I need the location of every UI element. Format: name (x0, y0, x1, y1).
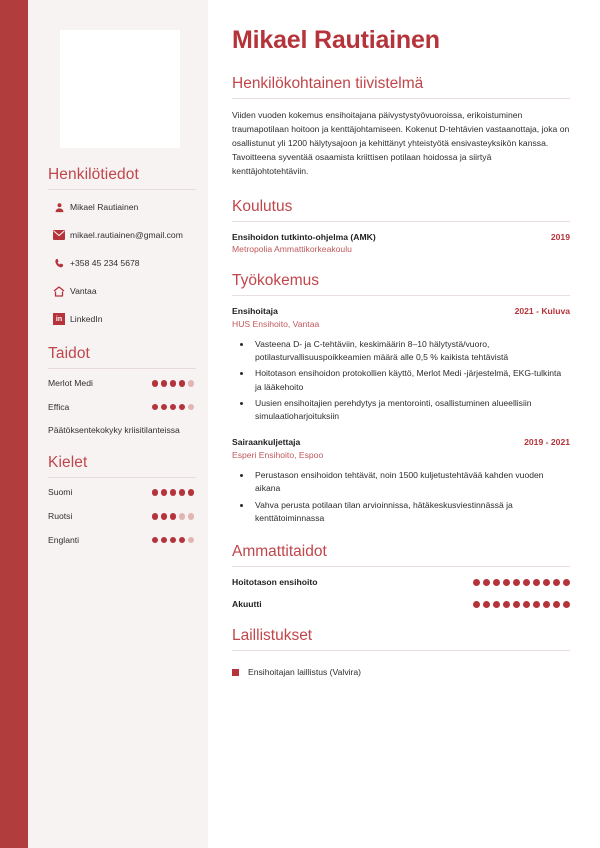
rating-dot (170, 537, 177, 544)
rating-dots (152, 537, 195, 544)
bullet-square-icon (232, 669, 239, 676)
rating-dot (188, 513, 195, 520)
rating-dot (543, 601, 550, 608)
divider (232, 295, 570, 296)
rating-dot (179, 513, 186, 520)
contact-list (40, 199, 196, 327)
skills-list (40, 378, 196, 436)
entry-header (232, 232, 570, 242)
linkedin-icon: in (48, 313, 70, 325)
entry-header (232, 437, 570, 447)
rating-dots (473, 579, 570, 586)
certification-item (232, 667, 570, 677)
contact-item-label: Vantaa (70, 285, 97, 296)
contact-item[interactable] (40, 255, 196, 271)
rating-dot (533, 601, 540, 608)
entry-bullet: • Uusien ensihoitajien perehdytys ja mentorointi, osallistuminen alueellisiin simulaatioharjoituksiin (252, 397, 570, 424)
contact-item[interactable] (40, 311, 196, 327)
professional-skills-list (232, 577, 570, 609)
contact-item[interactable] (40, 283, 196, 299)
entry-title: Ensihoidon tutkinto-ohjelma (AMK) (232, 231, 376, 242)
rating-item-label: Ruotsi (48, 510, 73, 521)
rating-item-label: Päätöksentekokyky kriisitilanteissa (48, 425, 180, 436)
entry-bullet: • Perustason ensihoidon tehtävät, noin 1500 kuljetustehtävää kahden vuoden aikana (252, 469, 570, 496)
rating-dot (179, 404, 186, 411)
professional-skill-item (232, 577, 570, 587)
section-experience (232, 272, 570, 525)
section-heading-skills: Taidot (48, 345, 90, 362)
section-summary (232, 75, 570, 179)
entry-bullet-list (232, 338, 570, 424)
rating-dots (152, 380, 195, 387)
rating-dot (553, 601, 560, 608)
rating-dot (563, 579, 570, 586)
section-heading-certifications: Laillistukset (232, 627, 313, 645)
person-icon (48, 202, 70, 213)
rating-dot (493, 579, 500, 586)
rating-dot (170, 380, 177, 387)
entry-bullet-list (232, 469, 570, 525)
rating-dot (483, 601, 490, 608)
rating-dot (152, 513, 159, 520)
section-heading-languages: Kielet (48, 454, 88, 472)
rating-dot (161, 489, 168, 496)
education-list (232, 232, 570, 255)
rating-item (40, 535, 196, 546)
rating-dot (152, 537, 159, 544)
entry-date: 2019 (550, 231, 570, 242)
rating-dot (179, 537, 186, 544)
rating-dot (188, 404, 195, 411)
rating-item (40, 402, 196, 413)
divider (48, 189, 196, 190)
phone-icon (48, 258, 70, 269)
section-heading-professional-skills: Ammattitaidot (232, 543, 327, 561)
section-personal-details (40, 166, 196, 327)
certification-label: Ensihoitajan laillistus (Valvira) (248, 667, 362, 678)
rating-item (40, 378, 196, 389)
profile-photo-placeholder (60, 30, 180, 148)
rating-dots (152, 404, 195, 411)
rating-dot (513, 579, 520, 586)
entry-organization: Esperi Ensihoito, Espoo (232, 449, 324, 460)
entry-bullet: • Vahva perusta potilaan tilan arvioinnissa, hätäkeskusviestinnässä ja kenttätoiminnassa (252, 499, 570, 526)
rating-dot (188, 489, 195, 496)
entry-date: 2021 - Kuluva (514, 306, 570, 317)
main-content (208, 0, 600, 848)
rating-dot (543, 579, 550, 586)
contact-item-label: Mikael Rautiainen (70, 201, 139, 212)
section-heading-experience: Työkokemus (232, 272, 320, 290)
section-languages (40, 454, 196, 545)
rating-item-label: Suomi (48, 487, 73, 498)
section-certifications (232, 627, 570, 677)
professional-skill-label: Akuutti (232, 599, 262, 610)
rating-dot (179, 380, 186, 387)
rating-dot (513, 601, 520, 608)
entry-organization: HUS Ensihoito, Vantaa (232, 318, 320, 329)
section-education (232, 198, 570, 255)
rating-dot (483, 579, 490, 586)
rating-dot (161, 513, 168, 520)
section-heading-personal-details: Henkilötiedot (48, 166, 139, 183)
entry-bullet: • Vasteena D- ja C-tehtäviin, keskimäärin 8–10 hälytystä/vuoro, potilasturvallisuuspoikkeamien määrä alle 0,5 % kaikista tehtävistä (252, 338, 570, 365)
rating-item-label: Effica (48, 401, 70, 412)
divider (232, 650, 570, 651)
section-heading-summary: Henkilökohtainen tiivistelmä (232, 75, 424, 92)
contact-item[interactable] (40, 227, 196, 243)
rating-dot (161, 404, 168, 411)
entry-bullet: • Hoitotason ensihoidon protokollien käyttö, Merlot Medi -järjestelmä, EKG-tulkinta ja lääkehoito (252, 367, 570, 394)
rating-dot (523, 601, 530, 608)
divider (232, 98, 570, 99)
contact-item-label: mikael.rautiainen@gmail.com (70, 229, 183, 240)
rating-dot (188, 380, 195, 387)
rating-dot (563, 601, 570, 608)
entry-title: Sairaankuljettaja (232, 437, 301, 448)
professional-skill-label: Hoitotason ensihoito (232, 577, 318, 588)
rating-dot (179, 489, 186, 496)
envelope-icon (48, 230, 70, 240)
section-heading-education: Koulutus (232, 197, 293, 215)
entry-title: Ensihoitaja (232, 306, 278, 317)
divider (48, 477, 196, 478)
rating-dot (553, 579, 560, 586)
rating-dot (533, 579, 540, 586)
education-entry (232, 232, 570, 255)
experience-list (232, 306, 570, 525)
home-icon (48, 286, 70, 297)
experience-entry (232, 437, 570, 525)
divider (232, 221, 570, 222)
rating-dots (152, 513, 195, 520)
summary-text: Viiden vuoden kokemus ensihoitajana päivystystyövuoroissa, erikoistuminen traumapotilaan hoitoon ja kenttäjohtamiseen. Kokenut D-tehtävien vastaanottaja, joka on osallistunut yli 1200 hälytysajoon ja kehittänyt yhteistyötä ensivasteyksikön kanssa. Tavoitteena syventää osaamista kriittisen potilaan hoidossa ja siirtyä kenttäjohtotehtäviin. (232, 110, 570, 176)
rating-dot (170, 404, 177, 411)
rating-dot (523, 579, 530, 586)
entry-organization: Metropolia Ammattikorkeakoulu (232, 244, 352, 255)
section-professional-skills (232, 543, 570, 609)
rating-dot (152, 380, 159, 387)
rating-dot (188, 537, 195, 544)
sidebar (28, 0, 208, 848)
rating-item-label: Merlot Medi (48, 378, 93, 388)
languages-list (40, 487, 196, 545)
contact-item[interactable] (40, 199, 196, 215)
rating-dot (152, 489, 159, 496)
rating-dot (493, 601, 500, 608)
certifications-list (232, 667, 570, 677)
contact-item-label: LinkedIn (70, 313, 103, 324)
rating-item (40, 487, 196, 498)
section-skills (40, 345, 196, 436)
rating-dots (152, 489, 195, 496)
profile-photo-container (40, 0, 196, 148)
rating-dot (161, 380, 168, 387)
rating-dot (473, 601, 480, 608)
entry-date: 2019 - 2021 (524, 437, 570, 448)
entry-header (232, 306, 570, 316)
rating-dot (503, 579, 510, 586)
divider (48, 368, 196, 369)
rating-dot (503, 601, 510, 608)
rating-item (40, 511, 196, 522)
left-accent-stripe (0, 0, 28, 848)
rating-dot (473, 579, 480, 586)
experience-entry (232, 306, 570, 423)
page-title: Mikael Rautiainen (232, 26, 440, 54)
rating-dot (161, 537, 168, 544)
rating-item (40, 425, 196, 436)
rating-dot (152, 404, 159, 411)
divider (232, 566, 570, 567)
professional-skill-item (232, 599, 570, 609)
rating-dot (170, 513, 177, 520)
rating-dots (473, 601, 570, 608)
contact-item-label: +358 45 234 5678 (70, 257, 140, 268)
rating-dot (170, 489, 177, 496)
rating-item-label: Englanti (48, 534, 80, 545)
